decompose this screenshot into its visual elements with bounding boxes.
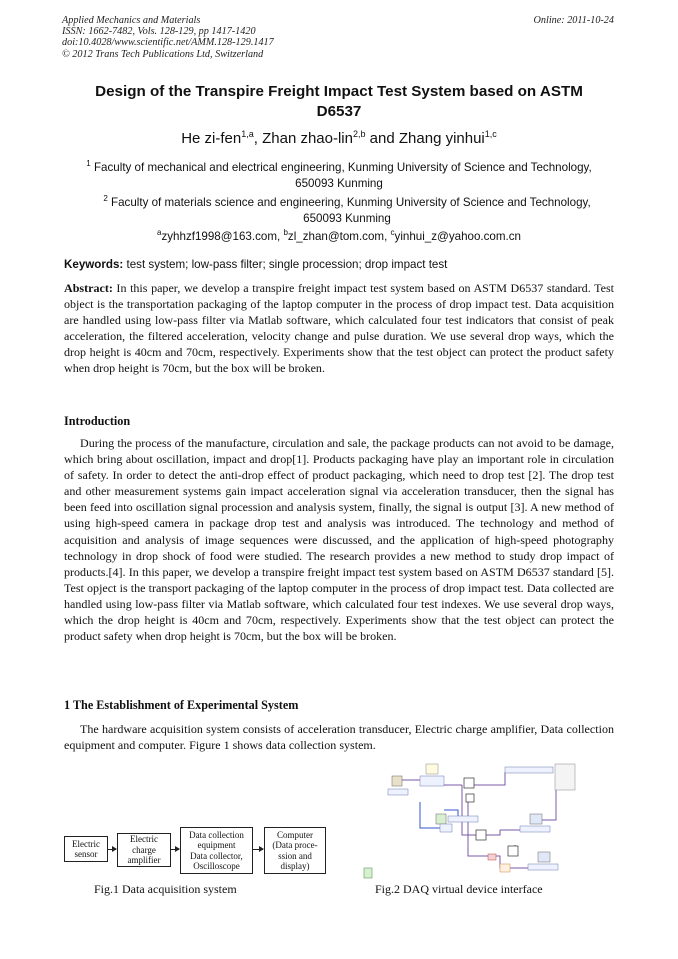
figure-1-caption: Fig.1 Data acquisition system bbox=[94, 882, 237, 896]
email-mark: c bbox=[390, 228, 395, 237]
author-name: Zhang yinhui bbox=[398, 130, 485, 147]
title-line-1: Design of the Transpire Freight Impact Test System based on ASTM bbox=[95, 83, 583, 100]
email-address[interactable]: zl_zhan@tom.com, bbox=[287, 229, 391, 243]
arrow bbox=[108, 849, 116, 850]
author-separator: , bbox=[253, 130, 263, 147]
journal-issn: ISSN: 1662-7482, Vols. 128-129, pp 1417-1420 bbox=[62, 26, 256, 38]
section-1-heading: 1 The Establishment of Experimental System bbox=[64, 698, 299, 712]
figure-2-daq-interface bbox=[360, 760, 580, 880]
author-list bbox=[64, 129, 614, 147]
journal-doi: doi:10.4028/www.scientific.net/AMM.128-129.1417 bbox=[62, 37, 274, 49]
figure-2-caption: Fig.2 DAQ virtual device interface bbox=[375, 882, 543, 896]
affiliation-line: 650093 Kunming bbox=[303, 211, 391, 225]
affiliation-line: Faculty of materials science and engineering, Kunming University of Science and Technology, bbox=[111, 195, 591, 209]
intro-text: During the process of the manufacture, circulation and sale, the package products can not avoid to be damage, which bring about oscillation, impact and drop[1]. Products packaging have play an important role in circulation of safety. In order to detect the anti-drop effect of product packaging, which need to drop test [2]. The drop test and other measurement systems gain impact acceleration signal via acceleration transducer, then the signal has been feed into oscillation signal procession and analysis system, finally, the signal is output [3]. A new method of using high-speed camera in package drop test and analysis was introduced. The technology and method of acquisition and analysis of image sequences were discussed, and the application of high-speed photography technology in drop shock of food were studied. The research provides a new method to study drop impact of products.[4]. In this paper, we develop a transpire freight impact test system based on ASTM D6537 standard [5]. Test opject is the transport packaging of the laptop computer in the process of drop impact test. Data collected are handled using low-pass filter via Matlab software, which calculated four test indexes. We use several drop ways, which the drop height is 40cm and 70cm, respectively. Experiments show that the test object can protect the product safety when drop height is 70cm, but the box will be broken. bbox=[64, 436, 614, 644]
box-electric-sensor: Electric sensor bbox=[64, 836, 108, 862]
title-line-2: D6537 bbox=[316, 103, 362, 120]
author-affiliation-mark: 1,c bbox=[484, 129, 497, 139]
author-affiliation-mark: 1,a bbox=[241, 129, 254, 139]
author-affiliation-mark: 2,b bbox=[352, 129, 366, 139]
arrow bbox=[171, 849, 179, 850]
abstract bbox=[64, 280, 614, 377]
box-computer: Computer (Data proce- ssion and display) bbox=[264, 827, 326, 874]
email-address[interactable]: zyhhzf1998@163.com, bbox=[161, 229, 284, 243]
author-name: Zhan zhao-lin bbox=[262, 130, 353, 147]
affiliation-mark: 2 bbox=[103, 194, 108, 203]
box-data-collection: Data collection equipment Data collector, Oscilloscope bbox=[180, 827, 253, 874]
figure-1-block-diagram bbox=[64, 826, 326, 876]
email-list bbox=[64, 228, 614, 243]
box-charge-amplifier: Electric charge amplifier bbox=[117, 833, 171, 867]
abstract-label: Abstract: bbox=[64, 281, 113, 295]
paper-title bbox=[64, 82, 614, 122]
journal-header bbox=[62, 15, 274, 60]
intro-heading: Introduction bbox=[64, 414, 131, 428]
author-separator: and bbox=[365, 130, 399, 147]
email-mark: b bbox=[283, 228, 288, 237]
affiliation-line: 650093 Kunming bbox=[295, 176, 383, 190]
keywords-label: Keywords: bbox=[64, 258, 124, 271]
email-address[interactable]: yinhui_z@yahoo.com.cn bbox=[394, 229, 521, 243]
journal-name: Applied Mechanics and Materials bbox=[62, 15, 201, 26]
arrow bbox=[253, 849, 263, 850]
journal-copyright: © 2012 Trans Tech Publications Ltd, Switzerland bbox=[62, 48, 264, 60]
keywords bbox=[64, 258, 616, 271]
affiliation-2 bbox=[72, 191, 622, 227]
affiliation-line: Faculty of mechanical and electrical engineering, Kunming University of Science and Technology, bbox=[93, 160, 592, 174]
author-name: He zi-fen bbox=[181, 130, 242, 147]
abstract-text: In this paper, we develop a transpire freight impact test system based on ASTM D6537 standard. Test object is the transportation packaging of the laptop computer in the process of drop impact test. Data acquisition are handled using low-pass filter via Matlab software, which calculated four test indicators that consist of peak acceleration, the filtered acceleration, velocity change and pulse duration. We use several drop ways, which the drop height is 40cm and 70cm, respectively. Experiments show that the test object can protect the product safety when drop height is 70cm, but the box will be broken. bbox=[64, 281, 614, 376]
email-mark: a bbox=[157, 228, 162, 237]
section-1-text: The hardware acquisition system consists of acceleration transducer, Electric charge amplifier, Data collection equipment and computer. Figure 1 shows data collection system. bbox=[64, 722, 614, 753]
keywords-text: test system; low-pass filter; single procession; drop impact test bbox=[123, 258, 448, 271]
online-date: Online: 2011-10-24 bbox=[533, 15, 614, 26]
daq-wiring-diagram bbox=[360, 760, 580, 880]
affiliation-1 bbox=[64, 156, 614, 192]
affiliation-mark: 1 bbox=[86, 159, 91, 168]
